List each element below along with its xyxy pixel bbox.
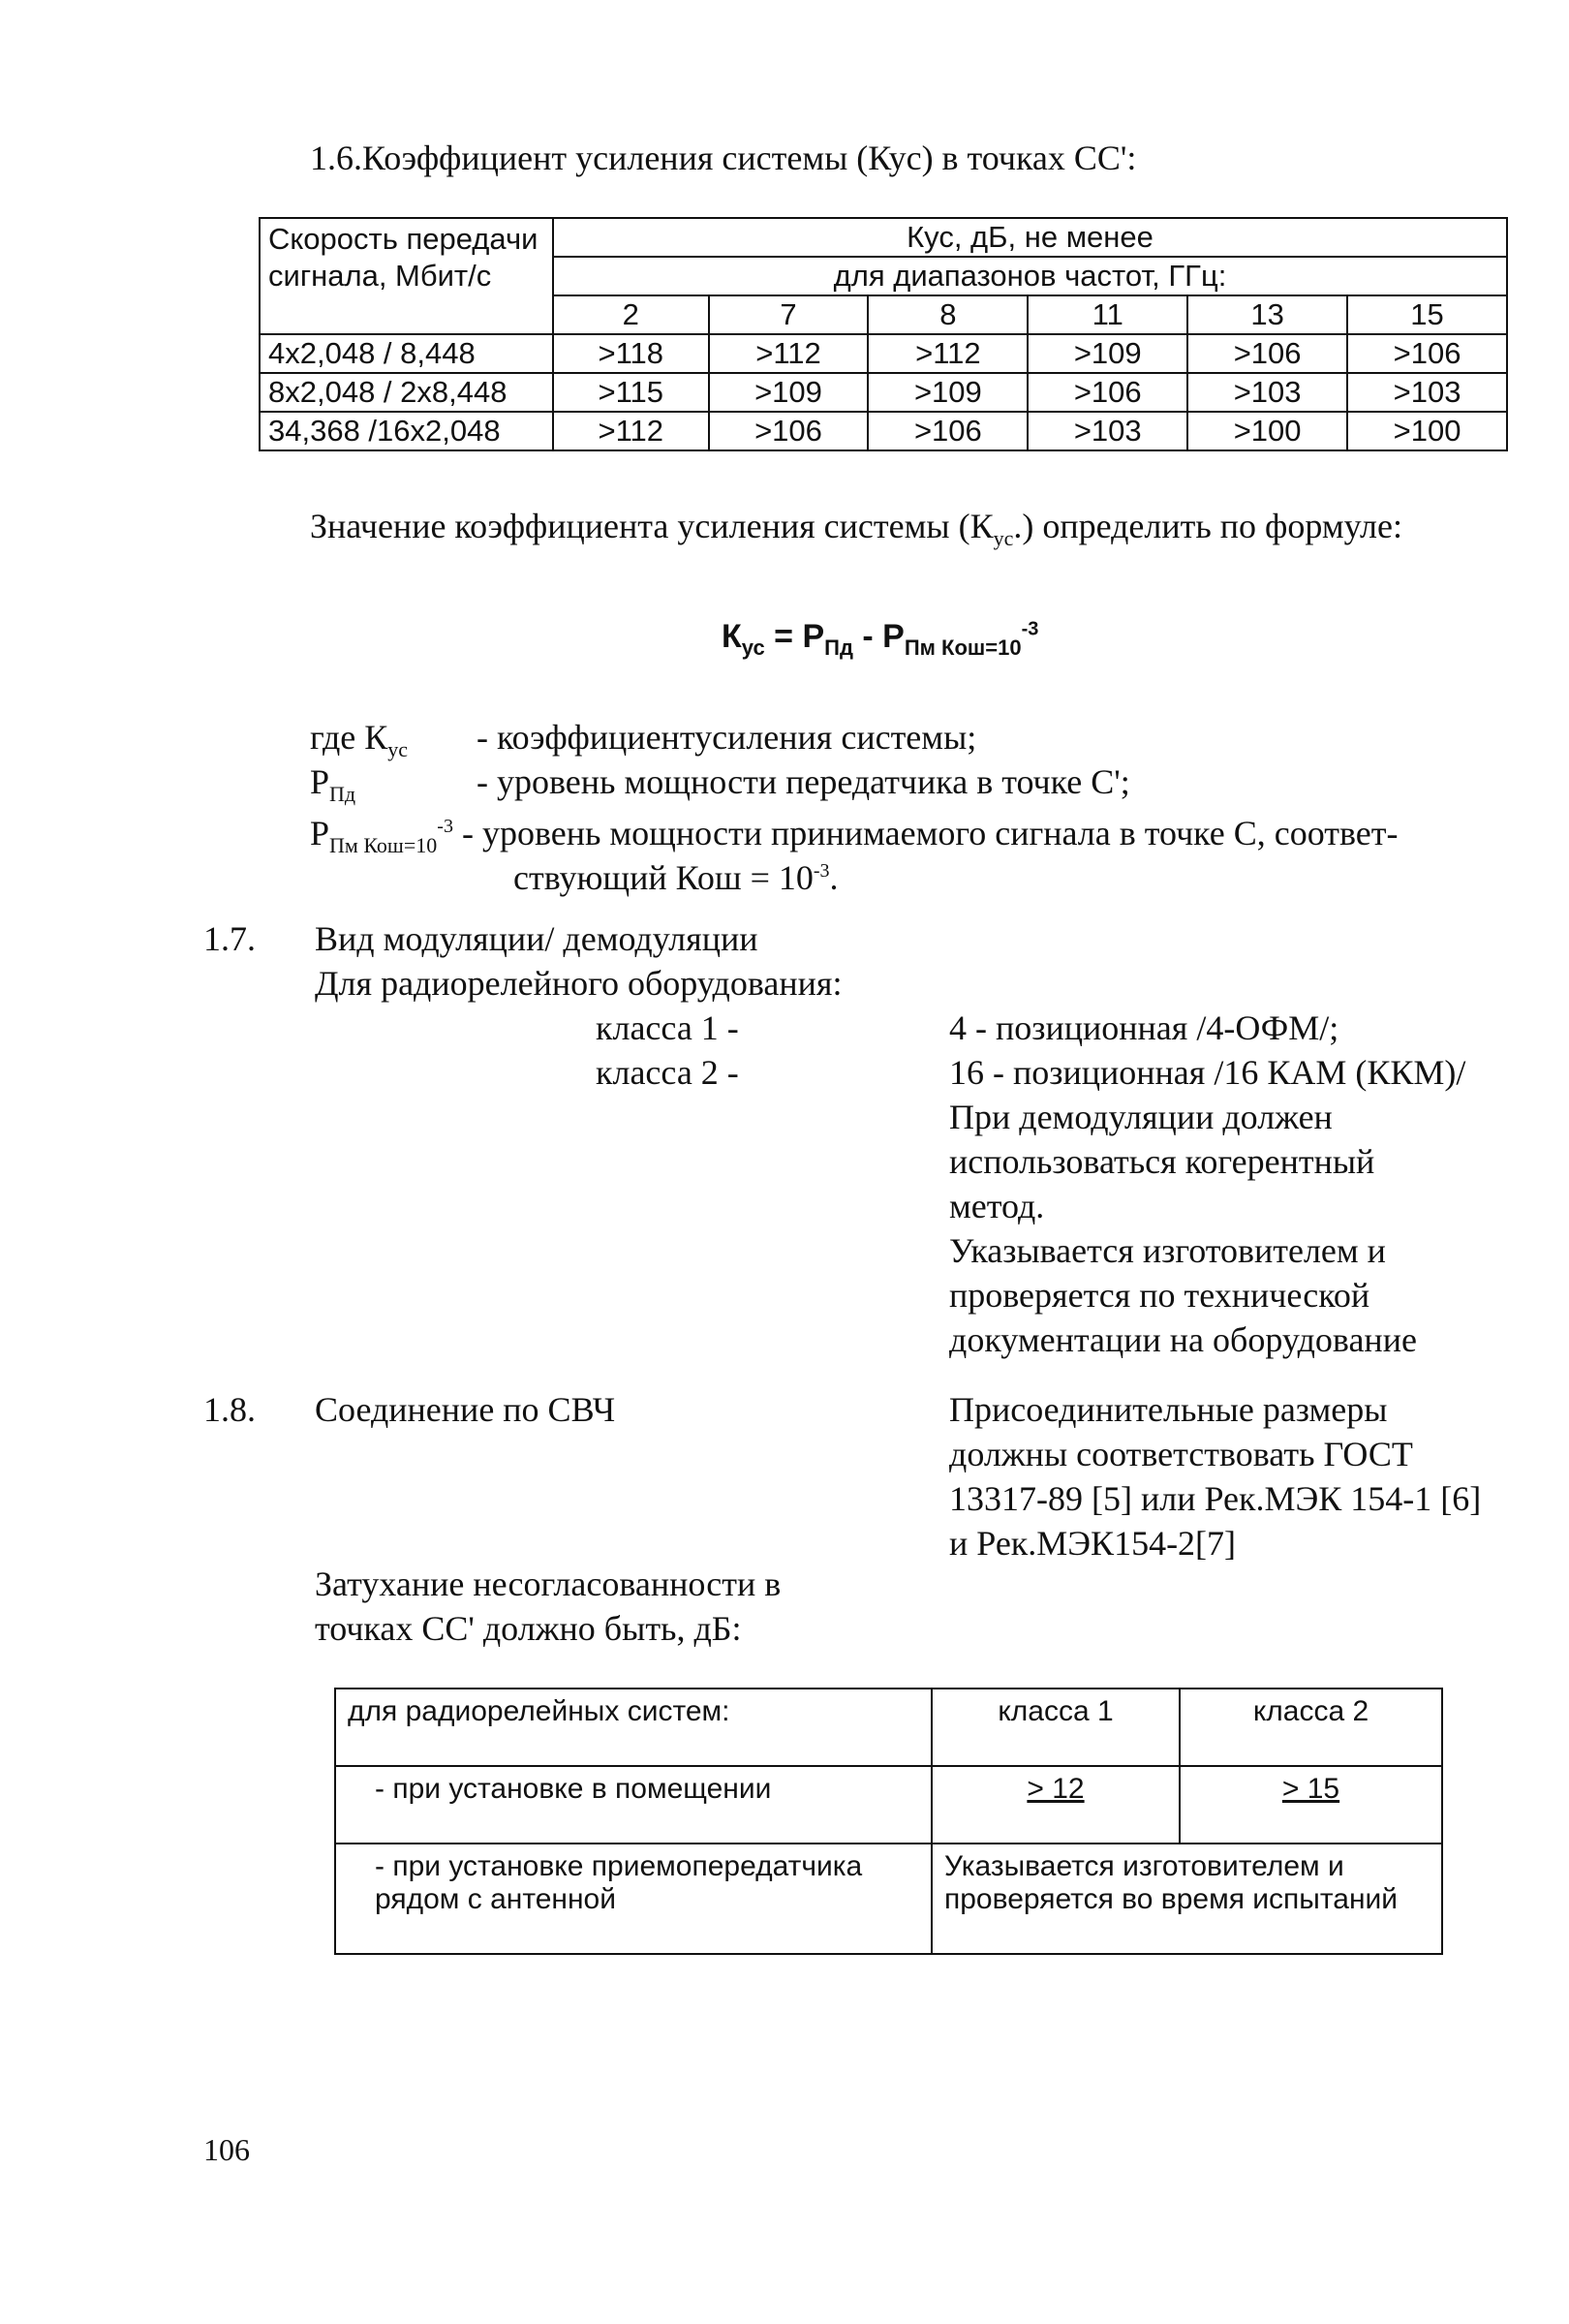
freq-header: 8 [868,295,1028,334]
section-1-6-heading: 1.6.Коэффициент усиления системы (Кус) в точках СС': [310,139,1137,177]
table-row [335,1766,1442,1844]
formula-k-sub: ус [741,635,765,660]
gain-formula [722,618,1038,661]
class-2-value [949,1050,1465,1362]
speed-cell: 34,368 /16x2,048 [260,412,553,450]
where-k-sub: ус [387,737,409,762]
class-2-line: использоваться когерентный [949,1142,1375,1181]
gain-cell: >106 [1187,334,1347,373]
section-1-7-number: 1.7. [203,919,256,958]
section-1-8-number: 1.8. [203,1390,256,1429]
speed-cell: 4x2,048 / 8,448 [260,334,553,373]
table-row [260,334,1507,373]
class-1-header: класса 1 [932,1689,1180,1766]
section-1-8-desc-line: должны соответствовать ГОСТ [949,1435,1413,1473]
where-p-symbol: Р [310,762,330,801]
formula-eq: = Р [764,618,825,655]
speed-column-header: Скорость передачи сигнала, Мбит/с [260,218,553,334]
class-2-line: документации на оборудование [949,1320,1417,1359]
class-2-line: При демодуляции должен [949,1098,1333,1136]
gain-cell: >109 [709,373,869,412]
indoor-class-2-text: > 15 [1281,1773,1340,1805]
gain-cell: >112 [868,334,1028,373]
class-1-value: 4 - позиционная /4-ОФМ/; [949,1008,1339,1047]
where-p2-symbol: Р [310,814,330,852]
freq-header: 15 [1347,295,1507,334]
section-1-8-desc [949,1387,1481,1565]
formula-intro [310,504,1402,561]
gain-cell: >100 [1187,412,1347,450]
gain-cell: >109 [1028,334,1187,373]
table-row [260,412,1507,450]
class-2-line: метод. [949,1187,1045,1225]
freq-header: 11 [1028,295,1187,334]
class-2-label: класса 2 - [596,1053,739,1092]
gain-cell: >103 [1028,412,1187,450]
gain-cell: >115 [553,373,709,412]
gain-cell: >106 [1347,334,1507,373]
formula-minus: - Р [852,618,905,655]
gain-cell: >103 [1187,373,1347,412]
where-p2-sub: Пм Кош=10 [329,833,438,858]
class-1-label: класса 1 - [596,1008,739,1047]
freq-header: 13 [1187,295,1347,334]
gain-cell: >103 [1347,373,1507,412]
class-2-line: проверяется по технической [949,1276,1370,1315]
attenuation-table [334,1688,1443,1955]
where-line-2-desc: - уровень мощности передатчика в точке С'; [477,762,1130,801]
where-p2-sup: -3 [437,816,453,837]
where-line-4 [513,849,839,900]
gain-cell: >112 [709,334,869,373]
attenuation-line: точках СС' должно быть, дБ: [315,1609,742,1648]
indoor-class-2-value [1180,1766,1442,1844]
frequency-subheader: для диапазонов частот, ГГц: [553,257,1507,295]
gain-cell: >112 [553,412,709,450]
antenna-row-value: Указывается изготовителем и проверяется во время испытаний [932,1844,1442,1954]
formula-intro-text: Значение коэффициента усиления системы (К [310,507,994,545]
formula-p1-sub: Пд [824,635,853,660]
table-row [260,373,1507,412]
where-line-1-desc: - коэффициентусиления системы; [477,718,977,757]
where-k-symbol: где К [310,718,388,757]
class-2-line: 16 - позиционная /16 КАМ (ККМ)/ [949,1053,1466,1092]
freq-header: 2 [553,295,709,334]
section-1-7-subtitle: Для радиорелейного оборудования: [315,964,843,1003]
attenuation-text [315,1562,781,1651]
where-line-4-sup: -3 [813,860,830,882]
where-p-sub: Пд [329,782,356,807]
where-line-3-desc: - уровень мощности принимаемого сигнала в точке С, соответ- [452,814,1399,852]
table-row [335,1844,1442,1954]
gain-cell: >100 [1347,412,1507,450]
where-line-4-text: ствующий Кош = 10 [513,858,814,897]
formula-intro-subscript: ус [993,526,1014,551]
where-line-3 [310,804,1399,868]
gain-cell: >118 [553,334,709,373]
formula-p2-sub: Пм Кош=10 [904,635,1022,660]
systems-header: для радиорелейных систем: [335,1689,932,1766]
section-1-8-desc-line: и Рек.МЭК154-2[7] [949,1524,1237,1563]
formula-intro-text-end: .) определить по формуле: [1013,507,1402,545]
section-1-8-title: Соединение по СВЧ [315,1390,616,1429]
class-2-line: Указывается изготовителем и [949,1231,1386,1270]
attenuation-line: Затухание несогласованности в [315,1565,782,1603]
speed-cell: 8x2,048 / 2x8,448 [260,373,553,412]
gain-group-header: Кус, дБ, не менее [553,218,1507,257]
class-2-header: класса 2 [1180,1689,1442,1766]
section-1-7-title: Вид модуляции/ демодуляции [315,919,758,958]
gain-cell: >106 [709,412,869,450]
freq-header: 7 [709,295,869,334]
page-number: 106 [203,2132,250,2167]
formula-p2-sup: -3 [1021,618,1039,640]
indoor-class-1-value [932,1766,1180,1844]
indoor-class-1-text: > 12 [1027,1773,1085,1805]
antenna-row-label: - при установке приемопередатчика рядом с антенной [335,1844,932,1954]
indoor-row-label: - при установке в помещении [335,1766,932,1844]
section-1-8-desc-line: 13317-89 [5] или Рек.МЭК 154-1 [6] [949,1479,1482,1518]
formula-k: К [722,618,742,655]
section-1-8-desc-line: Присоединительные размеры [949,1390,1388,1429]
gain-cell: >109 [868,373,1028,412]
gain-cell: >106 [1028,373,1187,412]
gain-cell: >106 [868,412,1028,450]
gain-table [259,217,1508,451]
where-line-4-end: . [829,858,839,897]
